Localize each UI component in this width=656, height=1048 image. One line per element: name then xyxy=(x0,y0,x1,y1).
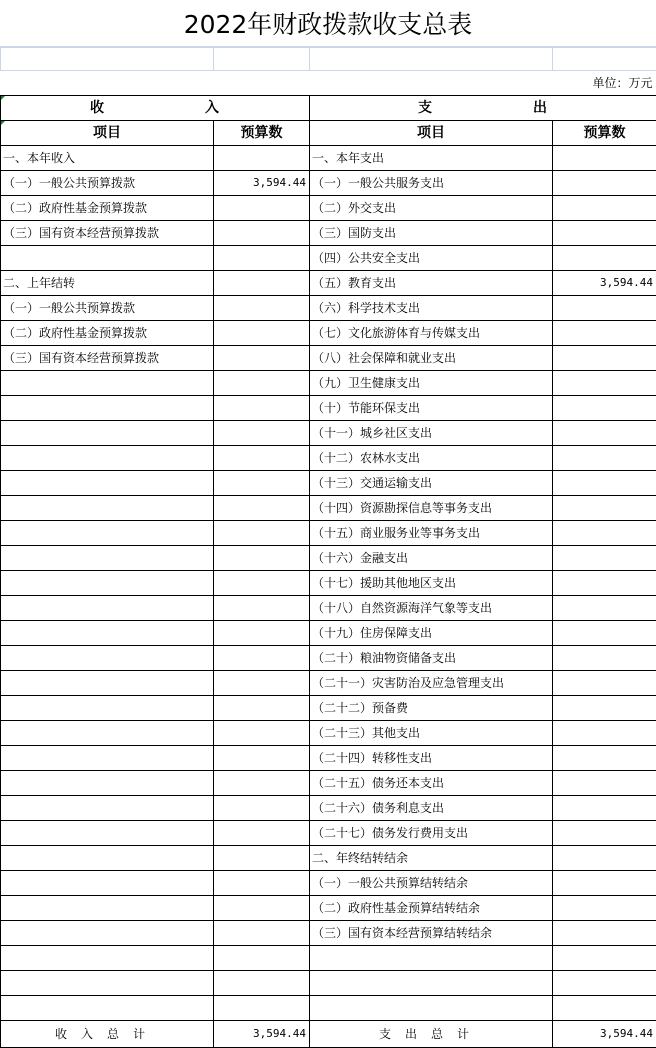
expense-item-cell: （二十二）预备费 xyxy=(310,696,553,721)
income-value-cell xyxy=(214,571,310,596)
table-row xyxy=(1,796,656,821)
expense-item-cell: （十五）商业服务业等事务支出 xyxy=(310,521,553,546)
table-row xyxy=(1,396,656,421)
expense-value-cell xyxy=(553,296,656,321)
expense-item-cell: （一）一般公共预算结转结余 xyxy=(310,871,553,896)
table-row xyxy=(1,196,656,221)
income-value-cell xyxy=(214,871,310,896)
income-value-cell xyxy=(214,771,310,796)
table-row xyxy=(1,371,656,396)
income-value-cell xyxy=(214,546,310,571)
expense-item-cell: （十六）金融支出 xyxy=(310,546,553,571)
income-item-cell: （二）政府性基金预算拨款 xyxy=(1,321,214,346)
expense-item-cell: （五）教育支出 xyxy=(310,271,553,296)
expense-item-cell: （十四）资源勘探信息等事务支出 xyxy=(310,496,553,521)
income-item-header: 项目 xyxy=(1,121,214,146)
income-item-cell xyxy=(1,696,214,721)
income-item-cell xyxy=(1,896,214,921)
income-value-cell xyxy=(214,446,310,471)
expense-item-cell xyxy=(310,971,553,996)
expense-value-cell xyxy=(553,946,656,971)
income-value-cell xyxy=(214,721,310,746)
table-row xyxy=(1,746,656,771)
expense-value-cell xyxy=(553,896,656,921)
expense-item-cell: （六）科学技术支出 xyxy=(310,296,553,321)
income-budget-header: 预算数 xyxy=(214,121,310,146)
expense-value-cell xyxy=(553,771,656,796)
income-value-cell xyxy=(214,346,310,371)
expense-total-label: 支出总计 xyxy=(310,1021,553,1048)
expense-item-cell: （二十七）债务发行费用支出 xyxy=(310,821,553,846)
expense-item-cell: （十三）交通运输支出 xyxy=(310,471,553,496)
expense-item-cell: （四）公共安全支出 xyxy=(310,246,553,271)
expense-value-cell xyxy=(553,596,656,621)
table-row xyxy=(1,921,656,946)
income-item-cell xyxy=(1,971,214,996)
income-item-cell xyxy=(1,771,214,796)
blank-cell xyxy=(214,48,310,71)
income-item-cell xyxy=(1,721,214,746)
income-value-cell xyxy=(214,296,310,321)
income-item-cell xyxy=(1,596,214,621)
income-item-cell: 二、上年结转 xyxy=(1,271,214,296)
income-value-cell xyxy=(214,196,310,221)
income-item-cell xyxy=(1,496,214,521)
income-item-cell: 一、本年收入 xyxy=(1,146,214,171)
income-item-cell xyxy=(1,796,214,821)
table-row xyxy=(1,521,656,546)
expense-value-cell xyxy=(553,621,656,646)
expense-value-cell xyxy=(553,171,656,196)
total-row xyxy=(1,1021,656,1048)
expense-item-cell: （二十四）转移性支出 xyxy=(310,746,553,771)
income-total-label: 收入总计 xyxy=(1,1021,214,1048)
income-total-value: 3,594.44 xyxy=(214,1021,310,1048)
income-value-cell xyxy=(214,996,310,1021)
income-value-cell xyxy=(214,421,310,446)
expense-value-cell xyxy=(553,221,656,246)
expense-item-cell: （三）国有资本经营预算结转结余 xyxy=(310,921,553,946)
expense-item-cell xyxy=(310,996,553,1021)
expense-total-value: 3,594.44 xyxy=(553,1021,656,1048)
income-value-cell xyxy=(214,971,310,996)
expense-value-cell xyxy=(553,571,656,596)
unit-label: 单位：万元 xyxy=(553,71,656,96)
income-item-cell xyxy=(1,471,214,496)
expense-header-char1: 支 xyxy=(418,100,433,116)
table-row xyxy=(1,596,656,621)
expense-value-cell xyxy=(553,546,656,571)
income-header-char2: 入 xyxy=(205,100,220,116)
unit-row xyxy=(1,71,656,96)
table-row xyxy=(1,721,656,746)
table-row xyxy=(1,496,656,521)
expense-value-cell xyxy=(553,196,656,221)
income-value-cell xyxy=(214,696,310,721)
expense-item-cell: （八）社会保障和就业支出 xyxy=(310,346,553,371)
income-value-cell xyxy=(214,271,310,296)
expense-value-cell xyxy=(553,496,656,521)
blank-cell xyxy=(1,71,553,96)
section-header-row xyxy=(1,96,656,121)
expense-value-cell xyxy=(553,471,656,496)
income-item-cell: （三）国有资本经营预算拨款 xyxy=(1,346,214,371)
income-value-cell xyxy=(214,521,310,546)
expense-value-cell xyxy=(553,521,656,546)
expense-value-cell xyxy=(553,796,656,821)
income-header xyxy=(1,96,310,121)
income-item-cell xyxy=(1,521,214,546)
income-value-cell xyxy=(214,596,310,621)
income-item-cell xyxy=(1,846,214,871)
expense-item-cell: （一）一般公共服务支出 xyxy=(310,171,553,196)
expense-header xyxy=(310,96,656,121)
expense-item-cell: （三）国防支出 xyxy=(310,221,553,246)
expense-value-cell xyxy=(553,821,656,846)
table-row xyxy=(1,246,656,271)
budget-table xyxy=(0,47,656,1048)
income-value-cell xyxy=(214,896,310,921)
table-row xyxy=(1,546,656,571)
income-value-cell xyxy=(214,646,310,671)
table-row xyxy=(1,696,656,721)
table-row xyxy=(1,646,656,671)
expense-item-cell: （十一）城乡社区支出 xyxy=(310,421,553,446)
expense-item-cell: （二十六）债务利息支出 xyxy=(310,796,553,821)
expense-value-cell xyxy=(553,746,656,771)
table-row xyxy=(1,846,656,871)
expense-value-cell xyxy=(553,396,656,421)
table-row xyxy=(1,446,656,471)
income-item-cell xyxy=(1,821,214,846)
income-item-cell xyxy=(1,946,214,971)
income-item-cell: （三）国有资本经营预算拨款 xyxy=(1,221,214,246)
table-row xyxy=(1,421,656,446)
table-row xyxy=(1,146,656,171)
income-item-cell xyxy=(1,921,214,946)
table-row xyxy=(1,321,656,346)
expense-item-cell: （七）文化旅游体育与传媒支出 xyxy=(310,321,553,346)
expense-value-cell xyxy=(553,996,656,1021)
income-item-cell xyxy=(1,371,214,396)
expense-item-cell: （二十一）灾害防治及应急管理支出 xyxy=(310,671,553,696)
income-value-cell xyxy=(214,221,310,246)
income-item-cell xyxy=(1,646,214,671)
income-item-cell xyxy=(1,446,214,471)
income-value-cell xyxy=(214,321,310,346)
expense-item-cell xyxy=(310,946,553,971)
table-row xyxy=(1,946,656,971)
column-header-row xyxy=(1,121,656,146)
table-row xyxy=(1,346,656,371)
expense-item-cell: （十七）援助其他地区支出 xyxy=(310,571,553,596)
table-row xyxy=(1,296,656,321)
table-row xyxy=(1,771,656,796)
income-value-cell xyxy=(214,246,310,271)
income-item-cell xyxy=(1,246,214,271)
table-row xyxy=(1,621,656,646)
income-value-cell xyxy=(214,146,310,171)
blank-cell xyxy=(1,48,214,71)
expense-value-cell xyxy=(553,971,656,996)
expense-item-cell: （二）政府性基金预算结转结余 xyxy=(310,896,553,921)
expense-item-cell: 一、本年支出 xyxy=(310,146,553,171)
expense-item-cell: （十）节能环保支出 xyxy=(310,396,553,421)
expense-value-cell xyxy=(553,371,656,396)
income-value-cell xyxy=(214,371,310,396)
expense-value-cell xyxy=(553,246,656,271)
table-row xyxy=(1,221,656,246)
expense-item-cell: （二）外交支出 xyxy=(310,196,553,221)
expense-value-cell xyxy=(553,146,656,171)
expense-value-cell xyxy=(553,671,656,696)
table-row xyxy=(1,471,656,496)
expense-value-cell xyxy=(553,721,656,746)
income-value-cell xyxy=(214,746,310,771)
expense-item-cell: （二十三）其他支出 xyxy=(310,721,553,746)
income-item-cell xyxy=(1,746,214,771)
table-row xyxy=(1,971,656,996)
expense-value-cell xyxy=(553,321,656,346)
blank-cell xyxy=(310,48,553,71)
expense-value-cell xyxy=(553,446,656,471)
table-row xyxy=(1,821,656,846)
table-row xyxy=(1,171,656,196)
expense-value-cell xyxy=(553,646,656,671)
income-item-cell xyxy=(1,671,214,696)
income-item-cell xyxy=(1,396,214,421)
expense-item-cell: （九）卫生健康支出 xyxy=(310,371,553,396)
expense-value-cell xyxy=(553,346,656,371)
table-row xyxy=(1,671,656,696)
income-item-cell xyxy=(1,871,214,896)
expense-item-cell: （十八）自然资源海洋气象等支出 xyxy=(310,596,553,621)
blank-cell xyxy=(553,48,656,71)
income-item-cell: （一）一般公共预算拨款 xyxy=(1,171,214,196)
expense-value-cell: 3,594.44 xyxy=(553,271,656,296)
expense-value-cell xyxy=(553,921,656,946)
expense-value-cell xyxy=(553,871,656,896)
expense-value-cell xyxy=(553,696,656,721)
income-value-cell xyxy=(214,946,310,971)
table-row xyxy=(1,271,656,296)
expense-value-cell xyxy=(553,846,656,871)
income-item-cell xyxy=(1,546,214,571)
expense-item-cell: （二十）粮油物资储备支出 xyxy=(310,646,553,671)
table-row xyxy=(1,996,656,1021)
income-value-cell xyxy=(214,621,310,646)
expense-value-cell xyxy=(553,421,656,446)
expense-header-char2: 出 xyxy=(533,100,548,116)
income-header-char1: 收 xyxy=(90,100,105,116)
expense-item-header: 项目 xyxy=(310,121,553,146)
table-row xyxy=(1,896,656,921)
income-value-cell xyxy=(214,921,310,946)
income-value-cell xyxy=(214,821,310,846)
income-value-cell xyxy=(214,496,310,521)
expense-item-cell: （二十五）债务还本支出 xyxy=(310,771,553,796)
income-item-cell xyxy=(1,996,214,1021)
income-value-cell xyxy=(214,796,310,821)
income-value-cell xyxy=(214,471,310,496)
expense-budget-header: 预算数 xyxy=(553,121,656,146)
income-item-cell xyxy=(1,421,214,446)
expense-item-cell: （十二）农林水支出 xyxy=(310,446,553,471)
income-value-cell xyxy=(214,671,310,696)
page-title: 2022年财政拨款收支总表 xyxy=(0,0,656,47)
income-value-cell xyxy=(214,396,310,421)
table-row xyxy=(1,871,656,896)
income-value-cell xyxy=(214,846,310,871)
income-item-cell xyxy=(1,621,214,646)
income-item-cell xyxy=(1,571,214,596)
income-item-cell: （一）一般公共预算拨款 xyxy=(1,296,214,321)
expense-item-cell: （十九）住房保障支出 xyxy=(310,621,553,646)
income-value-cell: 3,594.44 xyxy=(214,171,310,196)
income-item-cell: （二）政府性基金预算拨款 xyxy=(1,196,214,221)
spacer-row xyxy=(1,48,656,71)
expense-item-cell: 二、年终结转结余 xyxy=(310,846,553,871)
table-row xyxy=(1,571,656,596)
